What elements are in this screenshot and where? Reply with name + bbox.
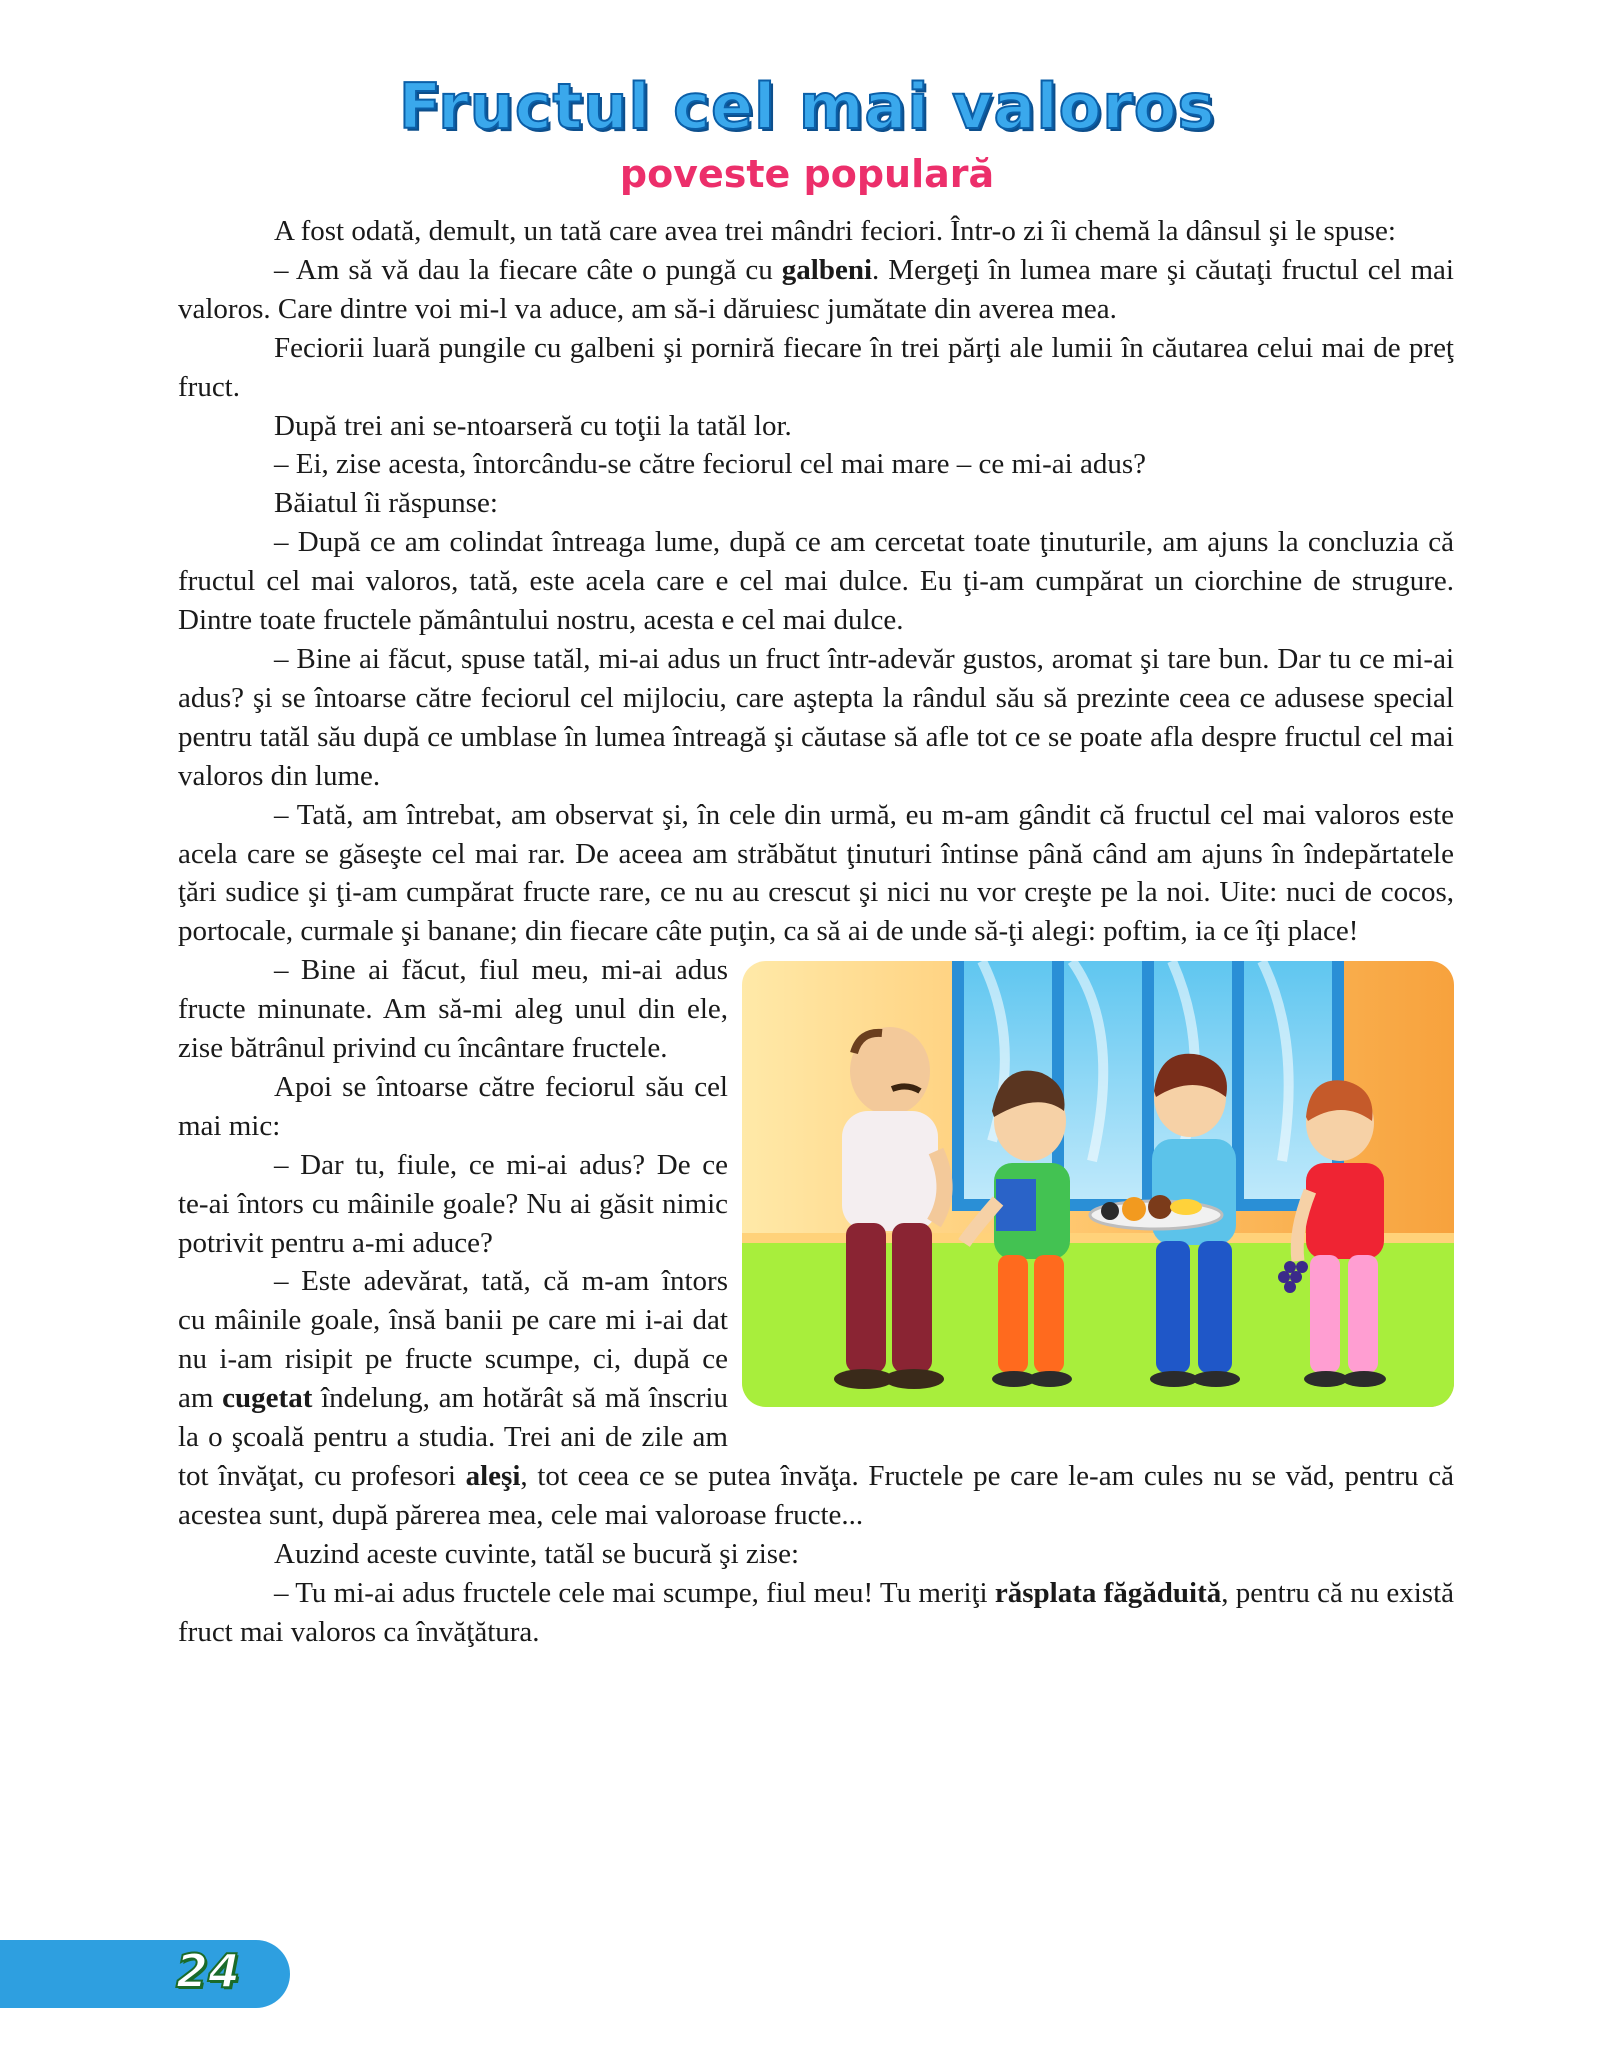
story-paragraph: – Tu mi-ai adus fructele cele mai scumpe, fiul meu! Tu meriţi răsplata făgăduită, pentru că nu există fruct mai valoros ca învăţătura.	[178, 1576, 1454, 1648]
page-number-tab	[0, 1940, 290, 2008]
story-paragraph: Feciorii luară pungile cu galbeni şi porniră fiecare în trei părţi ale lumii în căutarea celui mai de preţ fruct.	[178, 331, 1454, 403]
page-subtitle: poveste populară	[619, 152, 995, 196]
story-paragraph: – Este adevărat, tată, că m-am întors cu mâinile goale, însă banii pe care mi i-ai dat nu i-am risipit pe fructe scumpe, ci, după ce am cugetat îndelung, am hotărât să mă înscriu la o şcoală pentru a studia. Trei ani de zile am tot învăţat, cu profesori aleşi, tot ceea ce se putea învăţa. Fructele pe care le-am cules nu se văd, pentru că acestea sunt, după părerea mea, cele mai valoroase fructe...	[178, 1265, 1454, 1531]
page-number: 24	[176, 1944, 241, 1998]
father-and-sons-illustration	[742, 961, 1454, 1407]
story-paragraph: Apoi se întoarse către feciorul său cel mai mic:	[178, 1070, 728, 1142]
story-paragraph: – Tată, am întrebat, am observat şi, în cele din urmă, eu m-am gândit că fructul cel mai valoros este acela care se găseşte cel mai rar. De aceea am străbătut ţinuturi întinse până când am ajuns în îndepărtatele ţări sudice şi ţi-am cumpărat fructe rare, ce nu au crescut şi nici nu vor creşte pe la noi. Uite: nuci de cocos, portocale, curmale şi banane; din fiecare câte puţin, ca să ai de unde să-ţi alegi: poftim, ia ce îţi place!	[178, 798, 1454, 948]
story-paragraph: – Bine ai făcut, spuse tatăl, mi-ai adus un fruct într-adevăr gustos, aromat şi tare bun. Dar tu ce mi-ai adus? şi se întoarse către feciorul cel mijlociu, care aştepta la rândul său să prezinte ceea ce adusese special pentru tatăl său după ce umblase în lumea întreagă şi căutase să afle tot ce se poate afla despre fructul cel mai valoros din lume.	[178, 642, 1454, 792]
story-paragraph: Băiatul îi răspunse:	[274, 487, 498, 520]
story-paragraph: – Am să vă dau la fiecare câte o pungă cu galbeni. Mergeţi în lumea mare şi căutaţi fructul cel mai valoros. Care dintre voi mi-l va aduce, am să-i dăruiesc jumătate din averea mea.	[178, 253, 1454, 325]
bold-term: galbeni	[781, 253, 873, 286]
bold-term: cugetat	[222, 1382, 313, 1415]
story-paragraph: După trei ani se-ntoarseră cu toţii la tatăl lor.	[274, 409, 792, 442]
bold-term: răsplata făgăduită	[994, 1576, 1222, 1609]
story-text	[178, 212, 1454, 1652]
page-title: Fructul cel mai valoros	[398, 70, 1216, 143]
bold-term: aleşi	[465, 1460, 521, 1492]
story-paragraph: Auzind aceste cuvinte, tatăl se bucură şi zise:	[274, 1537, 800, 1570]
story-illustration	[742, 961, 1454, 1407]
story-paragraph: A fost odată, demult, un tată care avea trei mândri feciori. Într-o zi îi chemă la dânsul şi le spuse:	[274, 215, 1396, 247]
story-paragraph: – Dar tu, fiule, ce mi-ai adus? De ce te-ai întors cu mâinile goale? Nu ai găsit nimic potrivit pentru a-mi aduce?	[178, 1148, 728, 1259]
story-paragraph: – Ei, zise acesta, întorcându-se către feciorul cel mai mare – ce mi-ai adus?	[274, 448, 1146, 481]
story-paragraph: – Bine ai făcut, fiul meu, mi-ai adus fructe minunate. Am să-mi aleg unul din ele, zise bătrânul privind cu încântare fructele.	[178, 954, 728, 1065]
story-paragraph: – După ce am colindat întreaga lume, după ce am cercetat toate ţinuturile, am ajuns la concluzia că fructul cel mai valoros, tată, este acela care e cel mai dulce. Eu ţi-am cumpărat un ciorchine de strugure. Dintre toate fructele pământului nostru, acesta e cel mai dulce.	[178, 526, 1454, 637]
